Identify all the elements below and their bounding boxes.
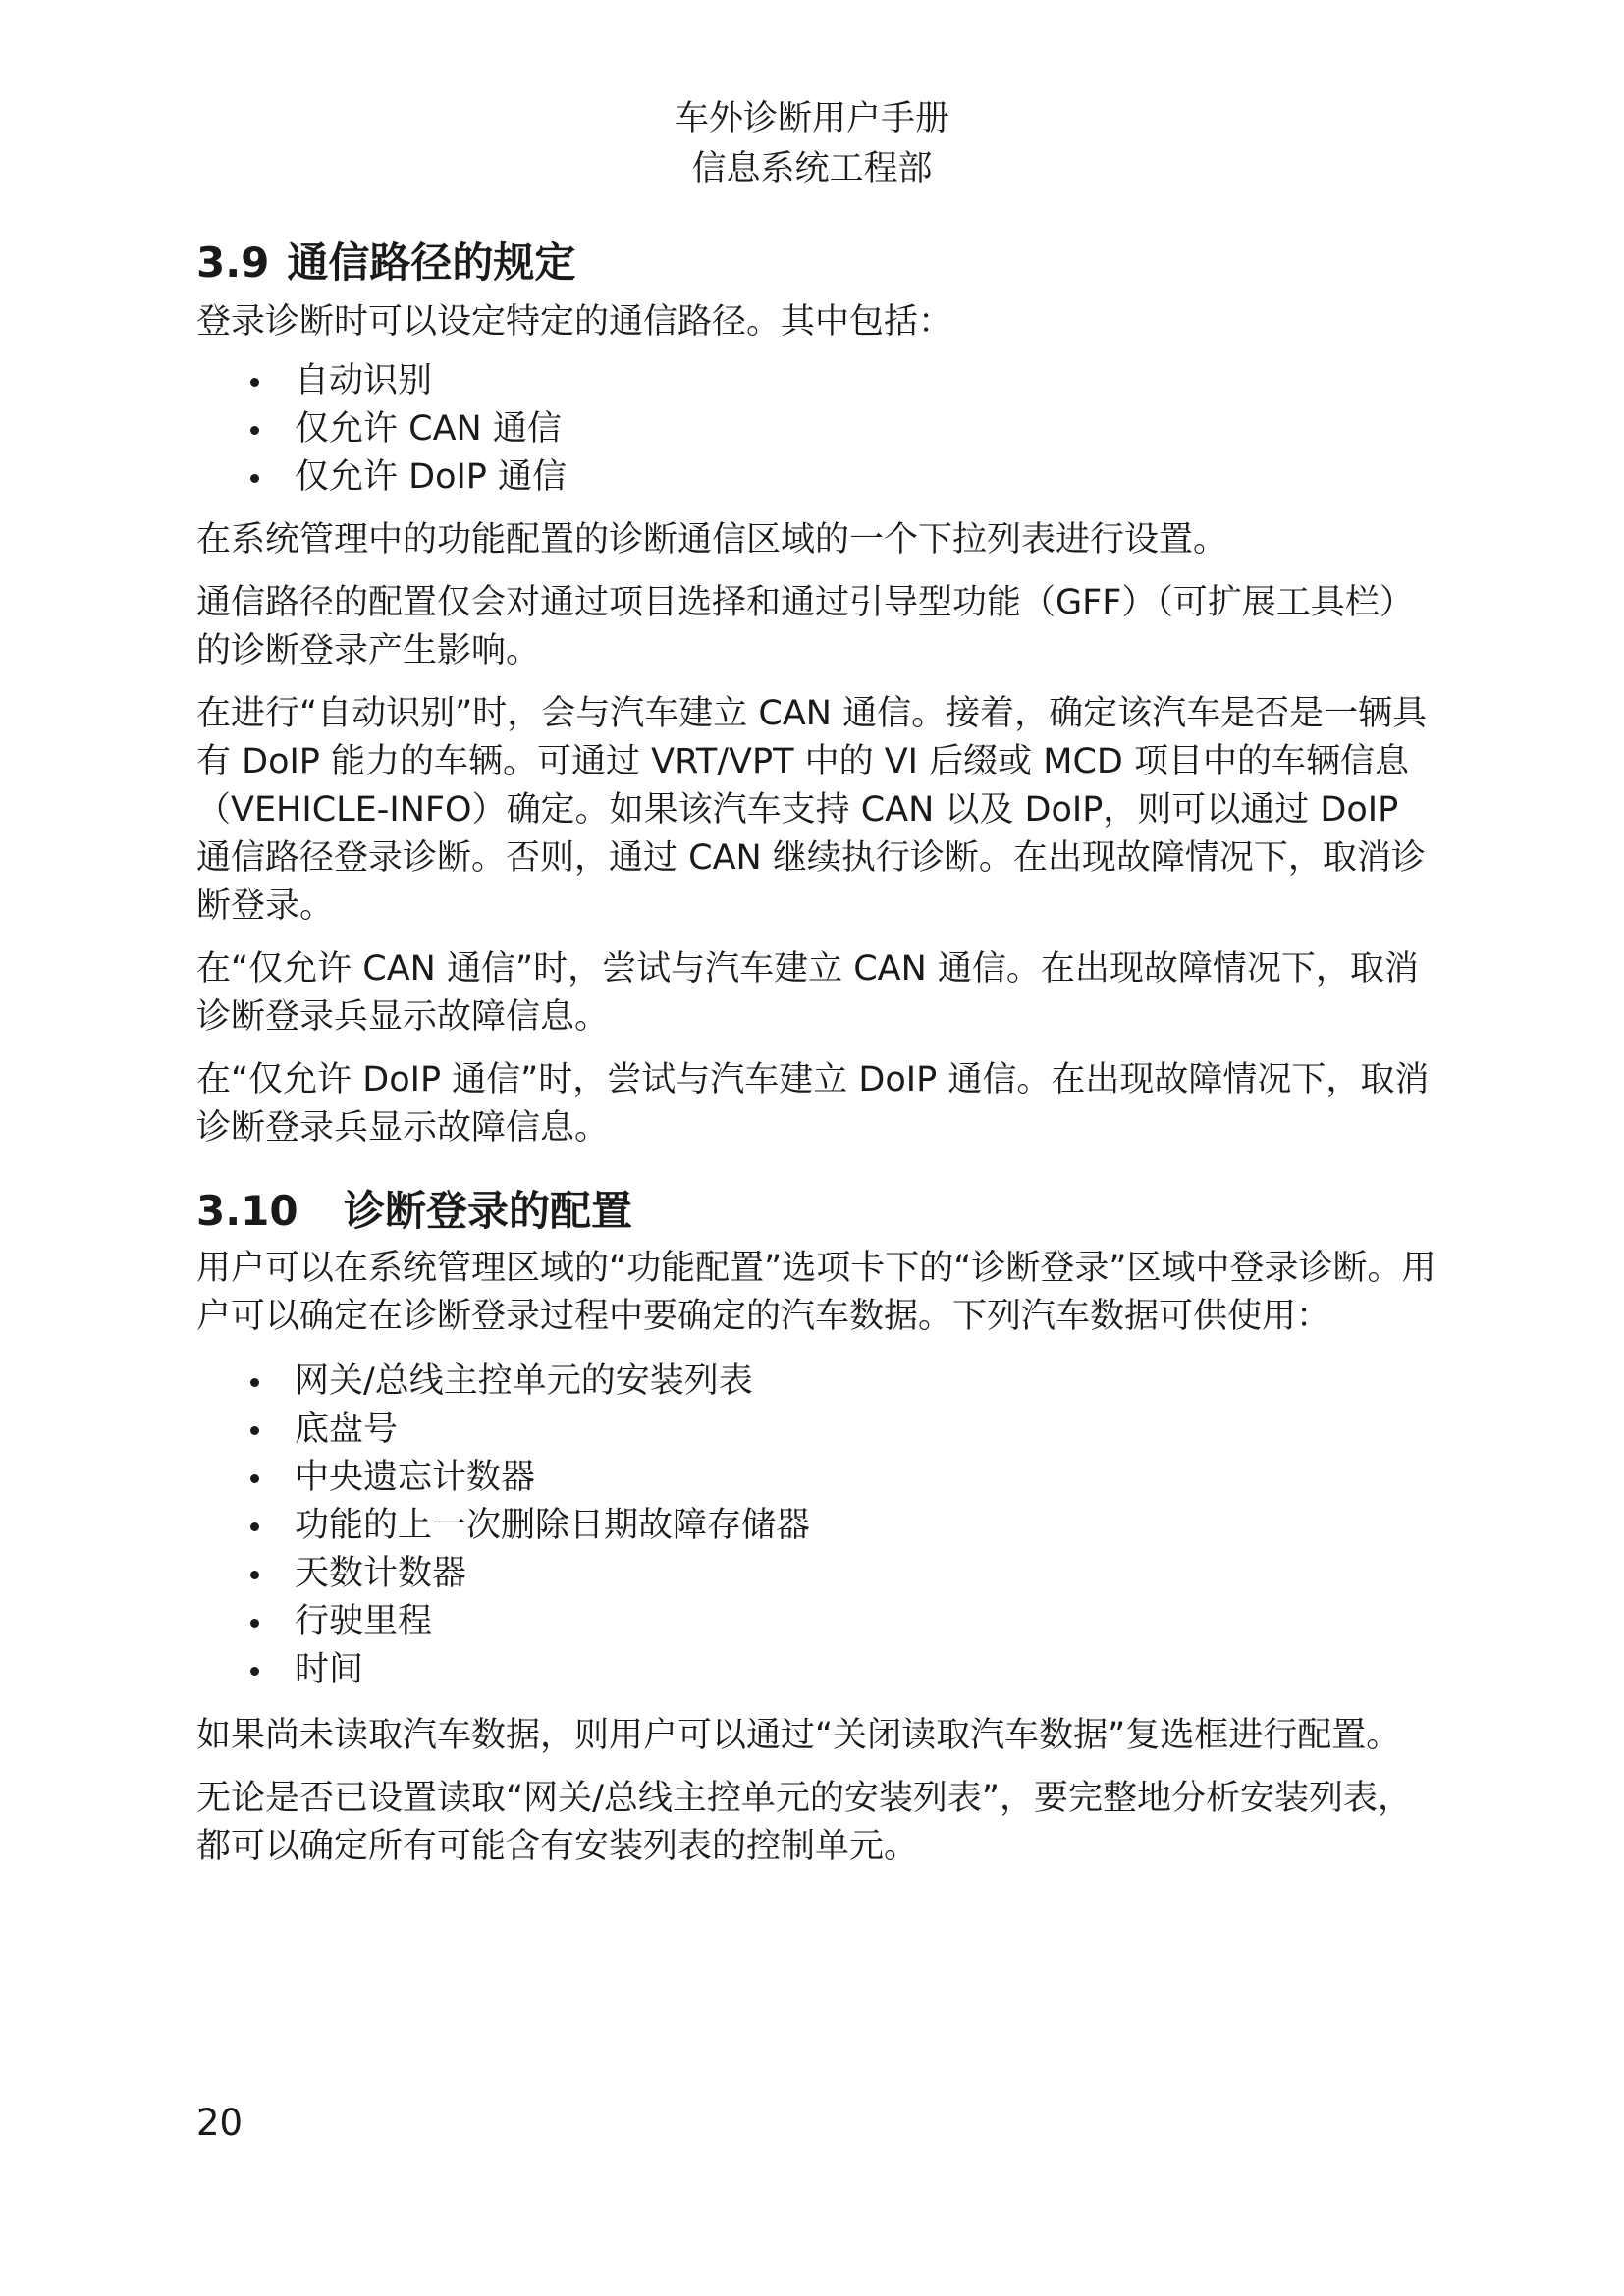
- list-item: 功能的上一次删除日期故障存储器: [196, 1502, 1443, 1550]
- section-title: 诊断登录的配置: [344, 1187, 633, 1235]
- section-title: 通信路径的规定: [287, 239, 576, 287]
- list-item: 仅允许 DoIP 通信: [196, 454, 1443, 502]
- paragraph: 无论是否已设置读取“网关/总线主控单元的安装列表”，要完整地分析安装列表，都可以确定所有可能含有安装列表的控制单元。: [196, 1779, 1413, 1866]
- paragraph: 在系统管理中的功能配置的诊断通信区域的一个下拉列表进行设置。: [196, 520, 1228, 560]
- page-content: [196, 234, 1443, 1871]
- section-intro: 用户可以在系统管理区域的“功能配置”选项卡下的“诊断登录”区域中登录诊断。用户可以确定在诊断登录过程中要确定的汽车数据。下列汽车数据可供使用：: [196, 1249, 1436, 1336]
- paragraph: 如果尚未读取汽车数据，则用户可以通过“关闭读取汽车数据”复选框进行配置。: [196, 1716, 1401, 1755]
- section-heading-3-9: [196, 234, 1443, 293]
- paragraph: 在“仅允许 CAN 通信”时，尝试与汽车建立 CAN 通信。在出现故障情况下，取消诊断登录兵显示故障信息。: [196, 949, 1419, 1037]
- section-intro: 登录诊断时可以设定特定的通信路径。其中包括：: [196, 302, 953, 342]
- bullet-icon: [250, 1667, 259, 1676]
- list-item: 时间: [196, 1646, 1443, 1694]
- bullet-icon: [250, 1619, 259, 1628]
- paragraph: 在进行“自动识别”时，会与汽车建立 CAN 通信。接着，确定该汽车是否是一辆具有 DoIP 能力的车辆。可通过 VRT/VPT 中的 VI 后缀或 MCD 项目中的车辆信息（VEHICLE-INFO）确定。如果该汽车支持 CAN 以及 DoIP，则可以通过 DoIP 通信路径登录诊断。否则，通过 CAN 继续执行诊断。在出现故障情况下，取消诊断登录。: [196, 694, 1428, 926]
- bullet-list: [196, 357, 1443, 502]
- bullet-icon: [250, 426, 259, 435]
- page-number: 20: [196, 2102, 244, 2144]
- bullet-icon: [250, 474, 259, 483]
- bullet-list: [196, 1358, 1443, 1694]
- list-item: 仅允许 CAN 通信: [196, 405, 1443, 454]
- list-item: 底盘号: [196, 1406, 1443, 1454]
- page-header: [196, 94, 1428, 194]
- paragraph: 在“仅允许 DoIP 通信”时，尝试与汽车建立 DoIP 通信。在出现故障情况下，取消诊断登录兵显示故障信息。: [196, 1060, 1430, 1148]
- list-item: 天数计数器: [196, 1550, 1443, 1598]
- bullet-icon: [250, 1474, 259, 1483]
- list-item: 自动识别: [196, 357, 1443, 405]
- list-item: 网关/总线主控单元的安装列表: [196, 1358, 1443, 1406]
- header-department: 信息系统工程部: [691, 149, 933, 188]
- list-item: 中央遗忘计数器: [196, 1454, 1443, 1502]
- bullet-icon: [250, 1378, 259, 1387]
- section-number: 3.9: [196, 239, 270, 287]
- section-number: 3.10: [196, 1187, 298, 1235]
- paragraph: 通信路径的配置仅会对通过项目选择和通过引导型功能（GFF）（可扩展工具栏）的诊断登录产生影响。: [196, 583, 1414, 670]
- bullet-icon: [250, 1571, 259, 1579]
- header-manual-title: 车外诊断用户手册: [674, 99, 949, 138]
- section-heading-3-10: [196, 1182, 1443, 1241]
- list-item: 行驶里程: [196, 1598, 1443, 1646]
- bullet-icon: [250, 1426, 259, 1435]
- bullet-icon: [250, 1522, 259, 1531]
- bullet-icon: [250, 378, 259, 387]
